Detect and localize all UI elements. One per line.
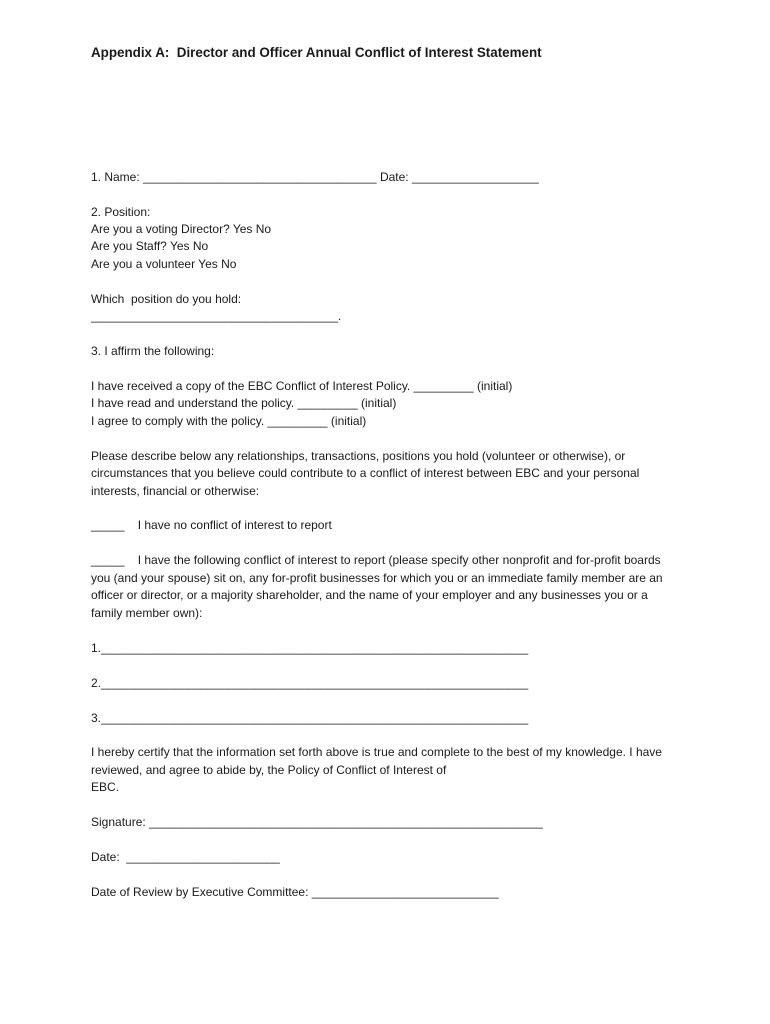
affirm-heading: 3. I affirm the following: — [91, 344, 215, 358]
conflict-entry-3[interactable]: 3.________________________________________________________________ — [91, 711, 529, 725]
name-date-field[interactable]: 1. Name: ___________________________________ Date: ___________________ — [91, 170, 539, 184]
position-heading: 2. Position: — [91, 205, 151, 219]
describe-instructions-line-3: interests, financial or otherwise: — [91, 484, 260, 498]
certify-line-3: EBC. — [91, 780, 120, 794]
signature-field[interactable]: Signature: ___________________________________________________________ — [91, 815, 543, 829]
affirm-comply-policy[interactable]: I agree to comply with the policy. _________ (initial) — [91, 414, 367, 428]
affirm-received-policy[interactable]: I have received a copy of the EBC Conflict of Interest Policy. _________ (initial) — [91, 379, 513, 393]
has-conflict-text-line-3: officer or director, or a majority shareholder, and the name of your employer and any businesses you or a — [91, 588, 648, 602]
describe-instructions-line-2: circumstances that you believe could contribute to a conflict of interest between EBC and your personal — [91, 466, 640, 480]
voting-director-question[interactable]: Are you a voting Director? Yes No — [91, 222, 272, 236]
page-title: Appendix A: Director and Officer Annual Conflict of Interest Statement — [91, 45, 542, 60]
conflict-entry-2[interactable]: 2.________________________________________________________________ — [91, 676, 529, 690]
review-date-field[interactable]: Date of Review by Executive Committee: ____________________________ — [91, 885, 499, 899]
position-field[interactable]: _____________________________________. — [91, 309, 342, 323]
staff-question[interactable]: Are you Staff? Yes No — [91, 239, 209, 253]
volunteer-question[interactable]: Are you a volunteer Yes No — [91, 257, 237, 271]
affirm-read-policy[interactable]: I have read and understand the policy. _________ (initial) — [91, 396, 397, 410]
no-conflict-option[interactable]: _____ I have no conflict of interest to report — [91, 518, 332, 532]
has-conflict-option[interactable]: _____ I have the following conflict of interest to report (please specify other nonprofit and for-profit boards — [91, 553, 661, 567]
date-field[interactable]: Date: _______________________ — [91, 850, 280, 864]
conflict-entry-1[interactable]: 1.________________________________________________________________ — [91, 641, 529, 655]
has-conflict-text-line-4: family member own): — [91, 606, 203, 620]
which-position-label: Which position do you hold: — [91, 292, 242, 306]
has-conflict-text-line-2: you (and your spouse) sit on, any for-profit businesses for which you or an immediate family member are an — [91, 571, 663, 585]
describe-instructions-line-1: Please describe below any relationships, transactions, positions you hold (volunteer or otherwise), or — [91, 449, 626, 463]
certify-line-1: I hereby certify that the information set forth above is true and complete to the best of my knowledge. I have — [91, 745, 662, 759]
certify-line-2: reviewed, and agree to abide by, the Policy of Conflict of Interest of — [91, 763, 447, 777]
